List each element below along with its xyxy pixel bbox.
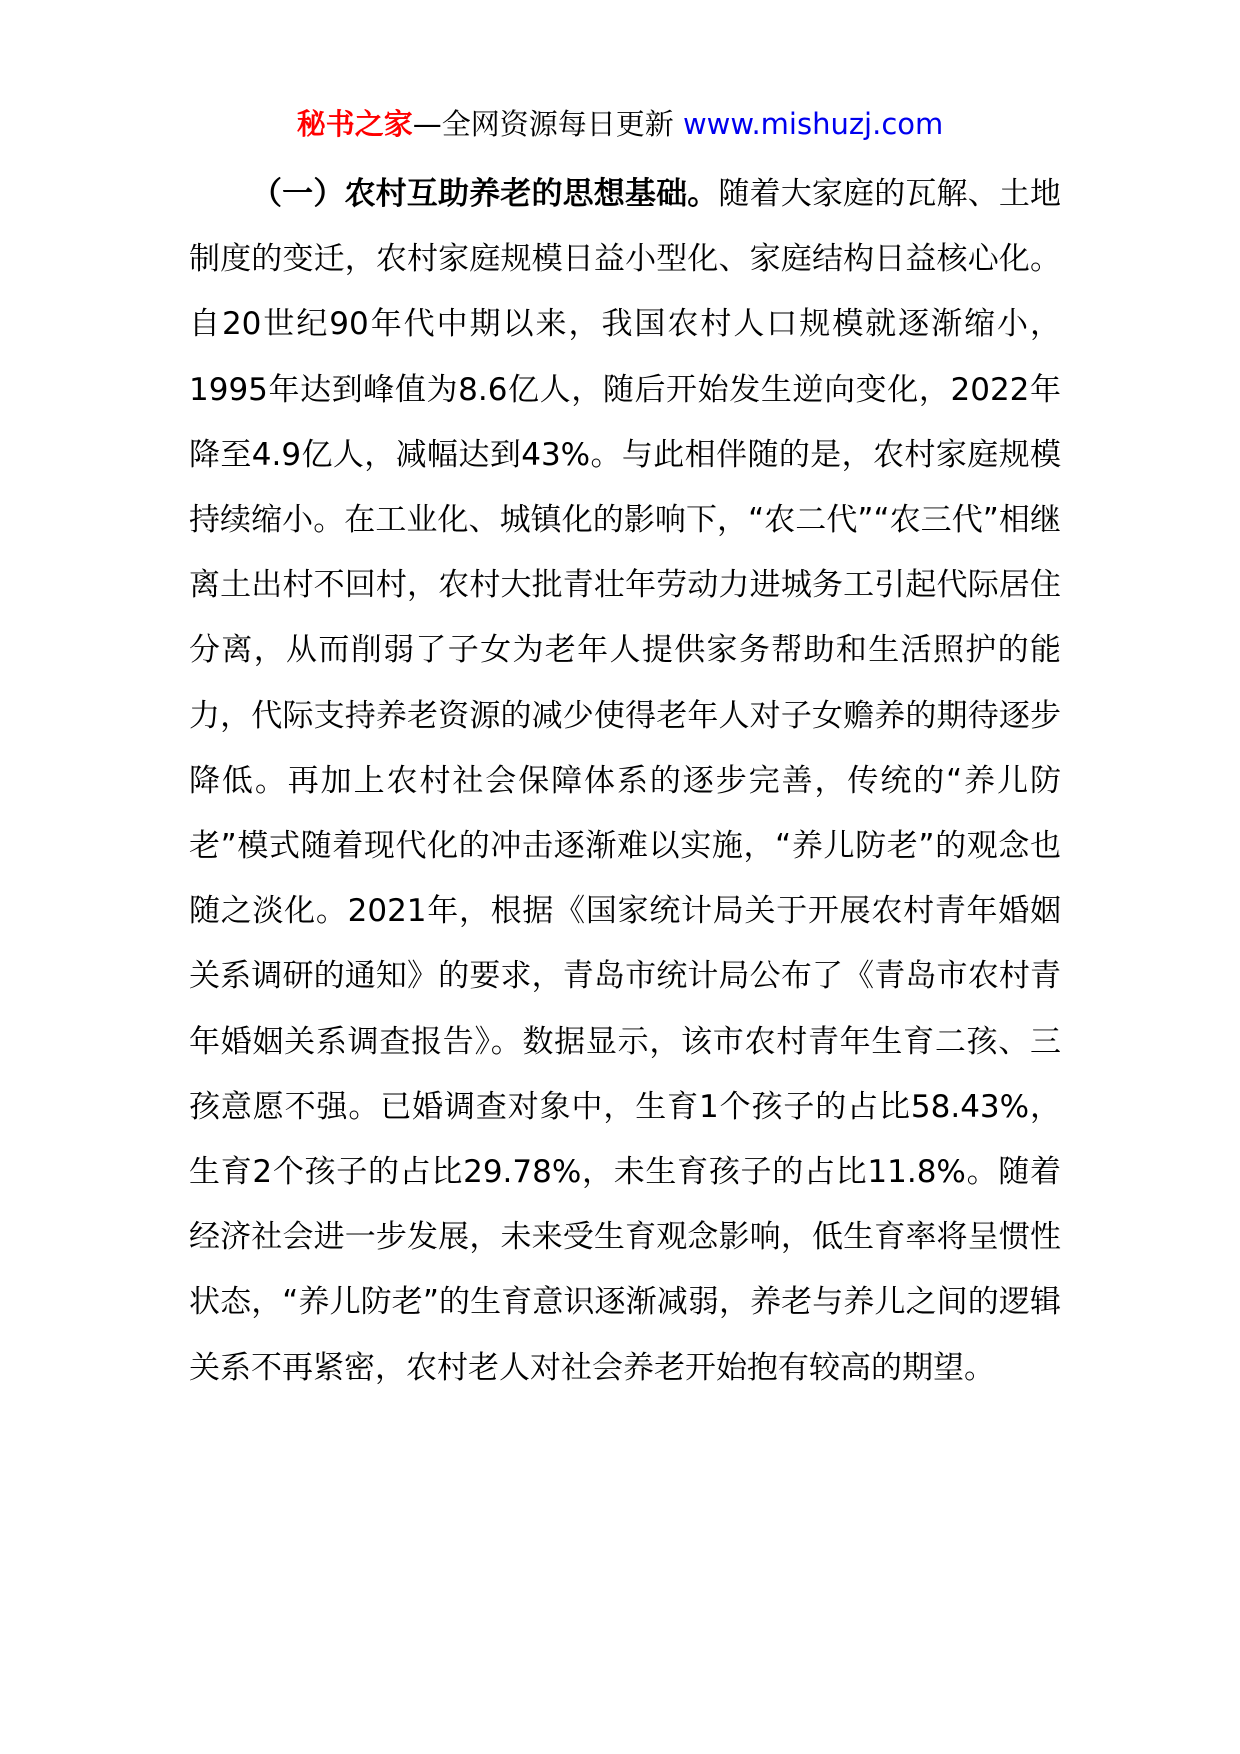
section-heading: （一）农村互助养老的思想基础。 <box>251 176 719 212</box>
body-paragraph <box>189 162 1061 1401</box>
page-header <box>0 102 1240 146</box>
header-tagline: —全网资源每日更新 <box>412 107 674 141</box>
paragraph-text: 随着大家庭的瓦解、土地制度的变迁，农村家庭规模日益小型化、家庭结构日益核心化。自20世纪90年代中期以来，我国农村人口规模就逐渐缩小，1995年达到峰值为8.6亿人，随后开始发生逆向变化，2022年降至4.9亿人，减幅达到43%。与此相伴随的是，农村家庭规模持续缩小。在工业化、城镇化的影响下，“农二代”“农三代”相继离土出村不回村，农村大批青壮年劳动力进城务工引起代际居住分离，从而削弱了子女为老年人提供家务帮助和生活照护的能力，代际支持养老资源的减少使得老年人对子女赡养的期待逐步降低。再加上农村社会保障体系的逐步完善，传统的“养儿防老”模式随着现代化的冲击逐渐难以实施，“养儿防老”的观念也随之淡化。2021年，根据《国家统计局关于开展农村青年婚姻关系调研的通知》的要求，青岛市统计局公布了《青岛市农村青年婚姻关系调查报告》。数据显示，该市农村青年生育二孩、三孩意愿不强。已婚调查对象中，生育1个孩子的占比58.43%，生育2个孩子的占比29.78%，未生育孩子的占比11.8%。随着经济社会进一步发展，未来受生育观念影响，低生育率将呈惯性状态，“养儿防老”的生育意识逐渐减弱，养老与养儿之间的逻辑关系不再紧密，农村老人对社会养老开始抱有较高的期望。 <box>189 176 1062 1386</box>
brand-name: 秘书之家 <box>296 107 413 141</box>
site-url-link[interactable]: www.mishuzj.com <box>682 107 944 141</box>
